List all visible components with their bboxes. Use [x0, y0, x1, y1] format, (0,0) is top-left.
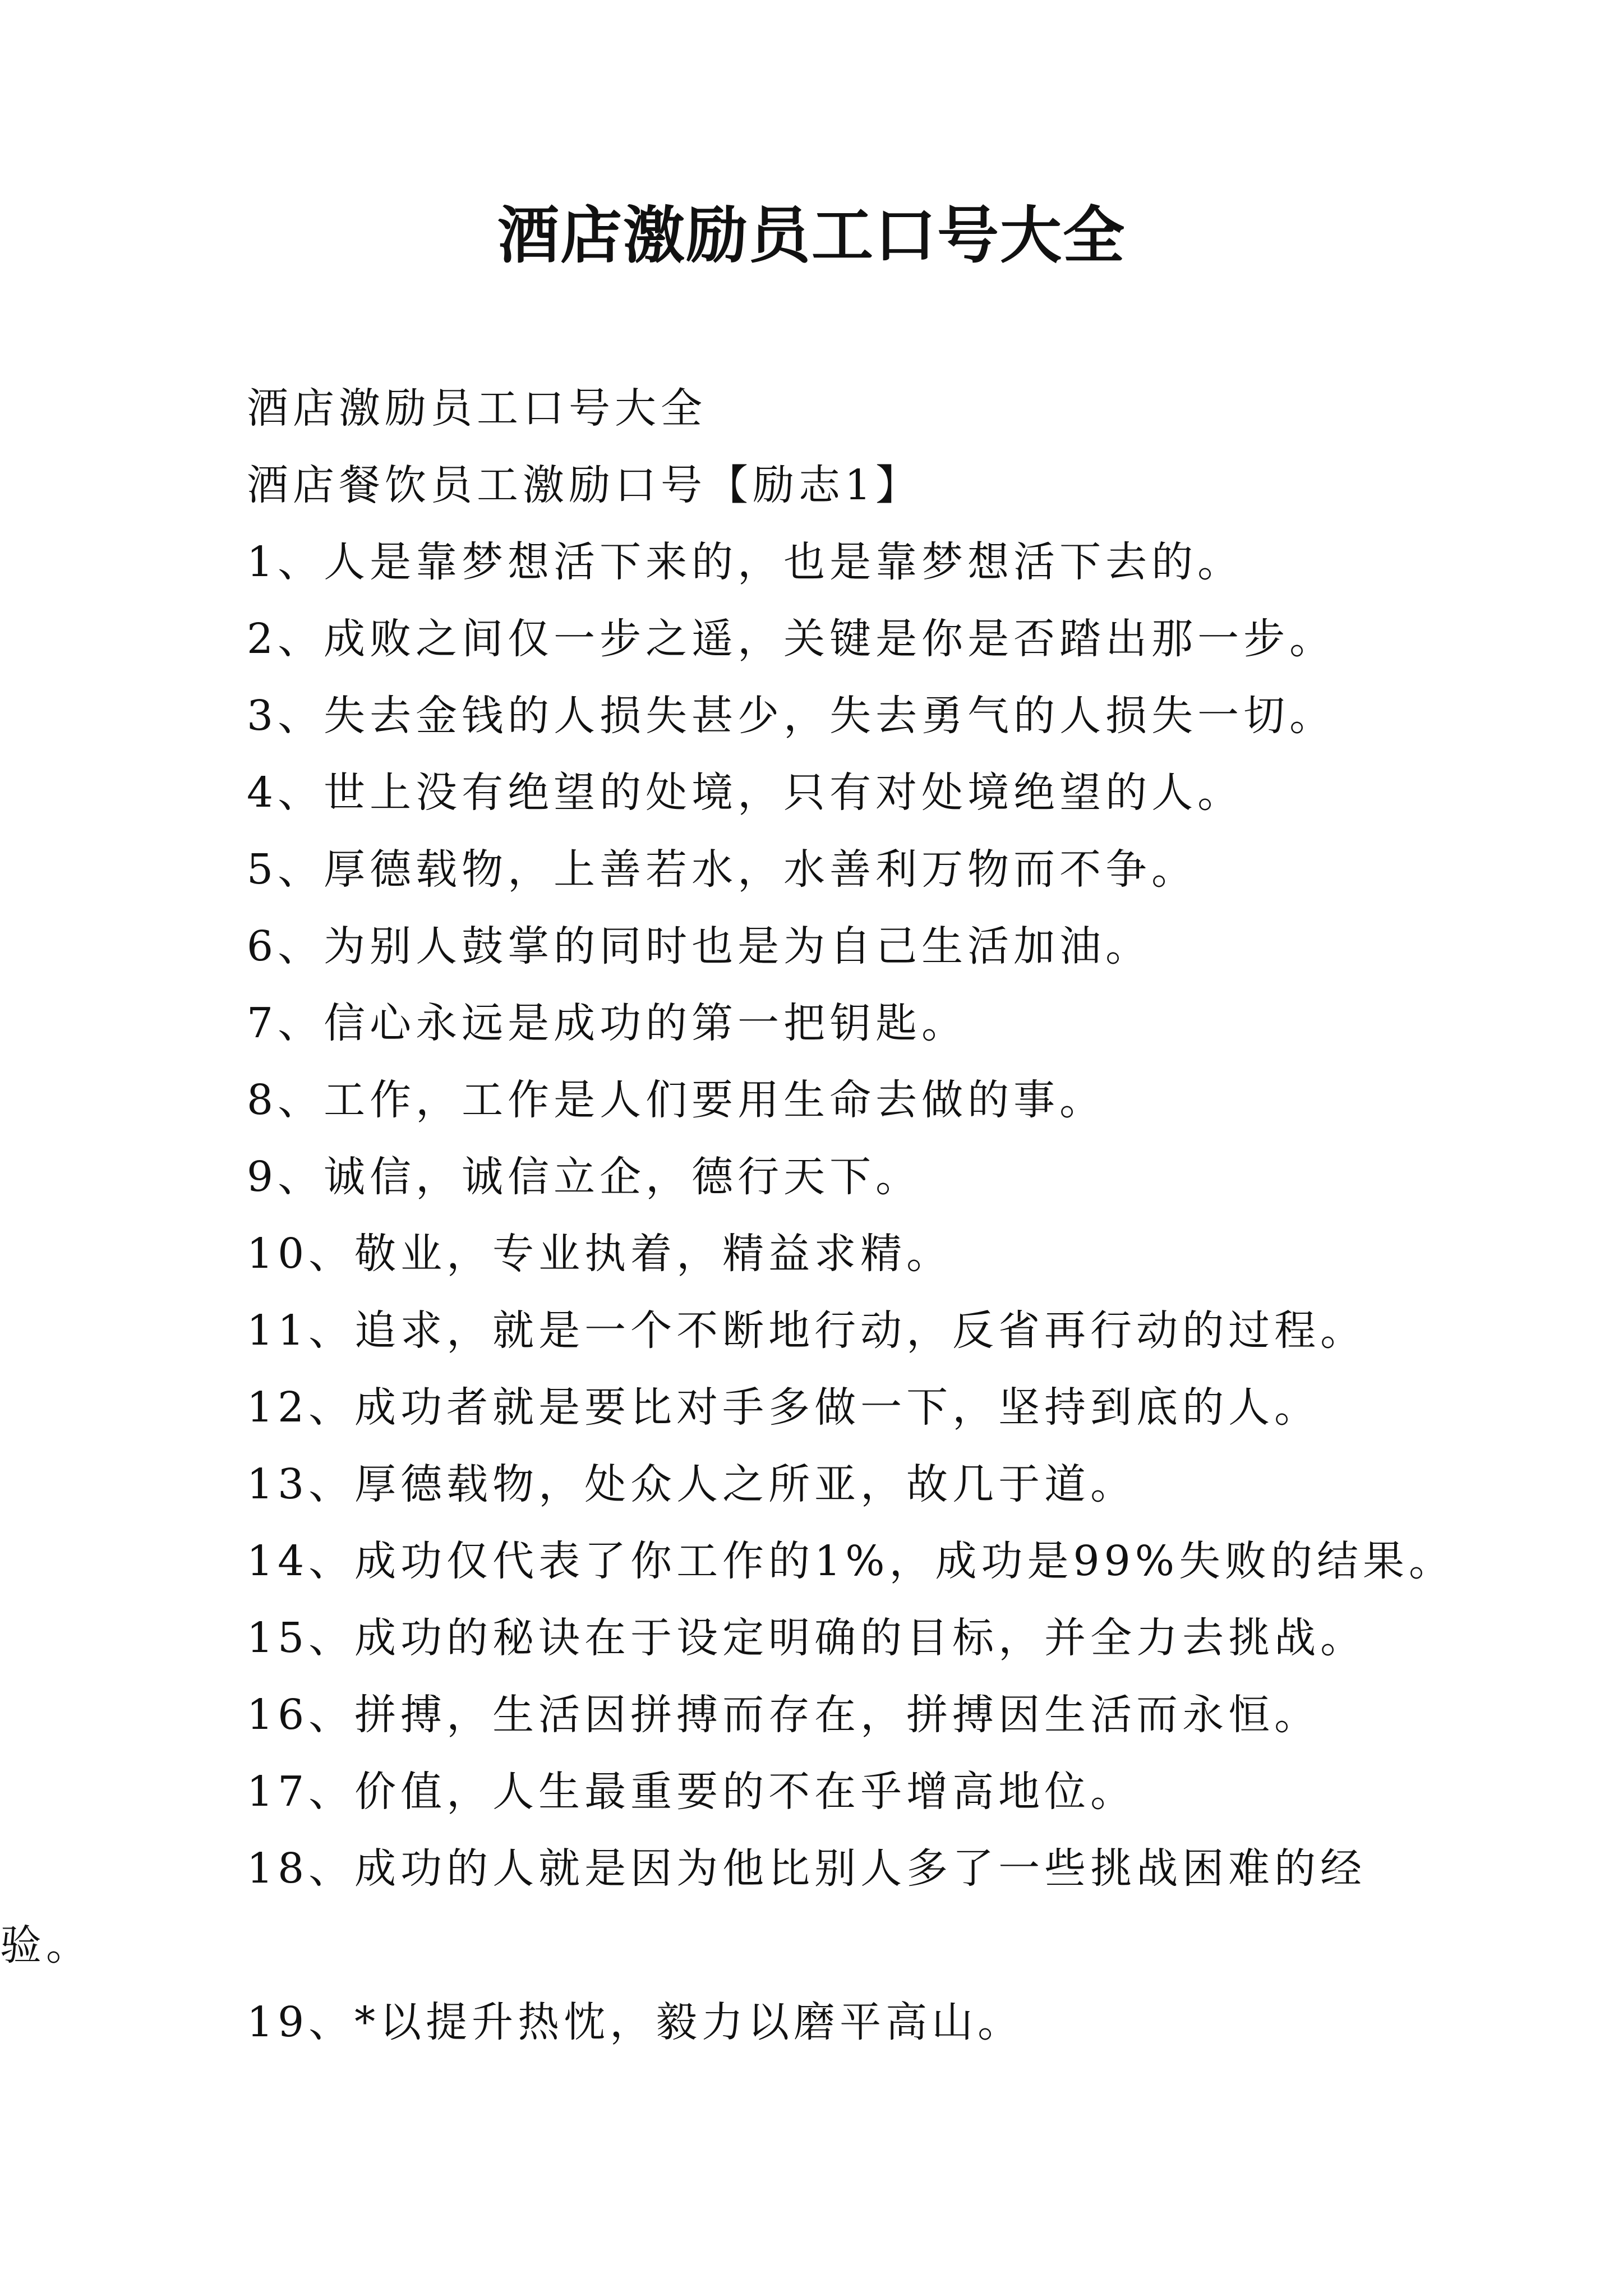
list-item: 10、敬业，专业执着，精益求精。 — [247, 1230, 953, 1278]
list-item: 4、世上没有绝望的处境，只有对处境绝望的人。 — [247, 769, 1244, 817]
list-item: 12、成功者就是要比对手多做一下，坚持到底的人。 — [247, 1383, 1321, 1432]
list-item: 6、为别人鼓掌的同时也是为自己生活加油。 — [247, 922, 1152, 970]
list-item: 11、追求，就是一个不断地行动，反省再行动的过程。 — [247, 1306, 1367, 1355]
subtitle-line: 酒店激励员工口号大全 — [247, 384, 707, 432]
list-item: 1、人是靠梦想活下来的，也是靠梦想活下去的。 — [247, 538, 1244, 586]
document-body — [0, 370, 1455, 2061]
list-item: 7、信心永远是成功的第一把钥匙。 — [247, 999, 968, 1047]
list-item: 14、成功仅代表了你工作的1%，成功是99%失败的结果。 — [247, 1537, 1455, 1585]
list-item: 18、成功的人就是因为他比别人多了一些挑战困难的经 — [247, 1844, 1367, 1893]
list-item: 13、厚德载物，处众人之所亚，故几于道。 — [247, 1460, 1137, 1508]
section-heading: 酒店餐饮员工激励口号【励志1】 — [247, 461, 922, 509]
list-item: 8、工作，工作是人们要用生命去做的事。 — [247, 1076, 1106, 1124]
document-title: 酒店激励员工口号大全 — [497, 199, 1126, 272]
list-item: 2、成败之间仅一步之遥，关键是你是否踏出那一步。 — [247, 615, 1336, 663]
list-item: 5、厚德载物，上善若水，水善利万物而不争。 — [247, 845, 1198, 894]
list-item: 17、价值，人生最重要的不在乎增高地位。 — [247, 1768, 1137, 1816]
list-item: 19、*以提升热忱，毅力以磨平高山。 — [247, 1998, 1024, 2046]
list-item: 16、拼搏，生活因拼搏而存在，拼搏因生活而永恒。 — [247, 1691, 1321, 1739]
list-item: 9、诚信，诚信立企，德行天下。 — [247, 1153, 922, 1201]
list-item: 15、成功的秘诀在于设定明确的目标，并全力去挑战。 — [247, 1614, 1367, 1662]
list-item: 3、失去金钱的人损失甚少，失去勇气的人损失一切。 — [247, 692, 1336, 740]
list-item-continuation: 验。 — [0, 1921, 92, 1970]
